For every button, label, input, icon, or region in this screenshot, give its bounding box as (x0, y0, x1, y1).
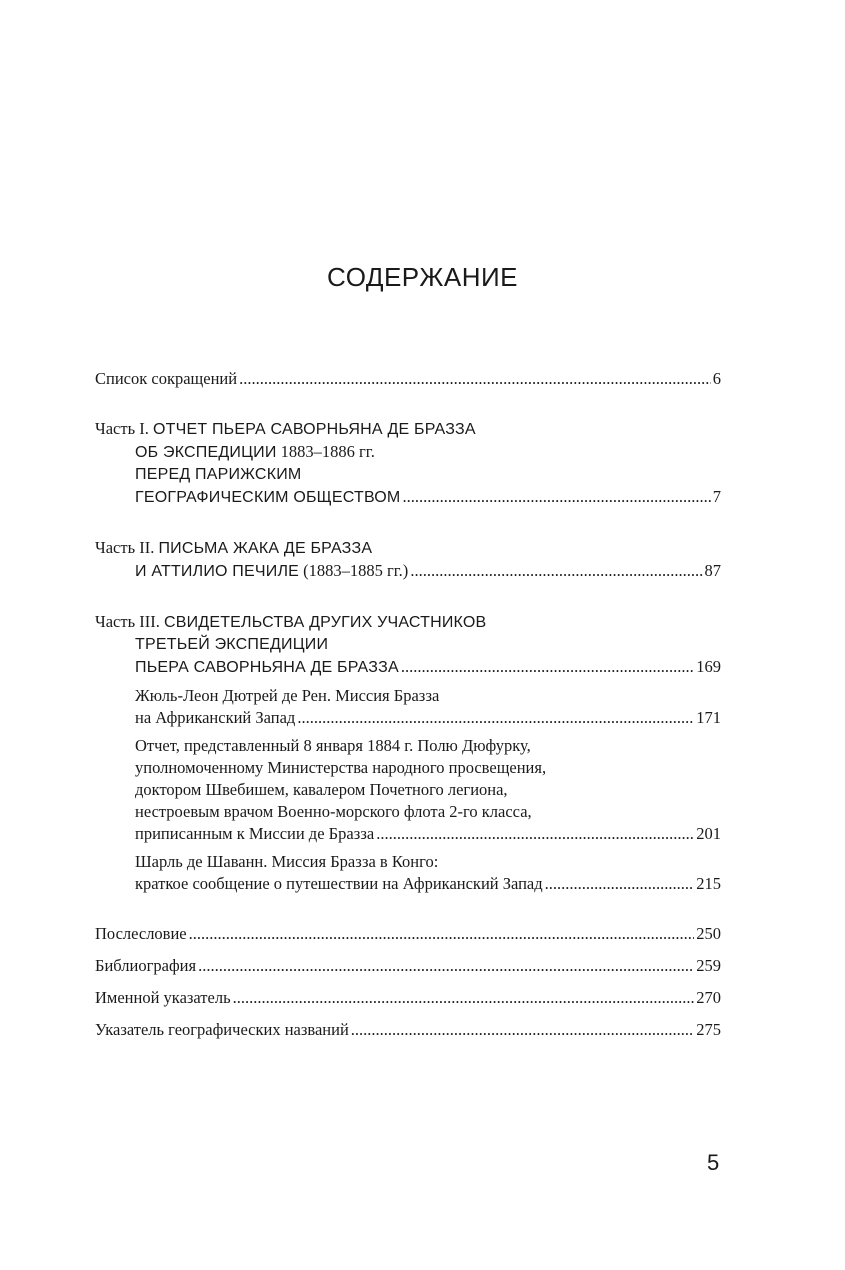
toc-sub-entry-text: нестроевым врачом Военно-морского флота 2-го класса, (135, 802, 532, 821)
toc-sub-entry-last-line (135, 707, 721, 729)
toc-page-number: 270 (696, 988, 721, 1007)
toc-part-2[interactable] (95, 537, 721, 583)
toc-sub-entry-line (135, 757, 721, 779)
toc-page-number: 250 (696, 924, 721, 943)
part-title-line: ПЕРЕД ПАРИЖСКИМ (135, 466, 302, 483)
toc-page-number: 275 (696, 1020, 721, 1039)
toc-page-number: 259 (696, 956, 721, 975)
toc-part-title-last-line (95, 486, 721, 509)
dot-leader (376, 823, 694, 845)
dot-leader (410, 560, 702, 582)
dot-leader (233, 987, 695, 1009)
toc-sub-entry-line (135, 779, 721, 801)
toc-sub-entry-text: Шарль де Шаванн. Миссия Бразза в Конго: (135, 852, 439, 871)
toc-part-title-line (95, 634, 721, 656)
toc-entry-label: Послесловие (95, 924, 187, 943)
toc-sub-entry-text: Жюль-Леон Дютрей де Рен. Миссия Бразза (135, 686, 440, 705)
toc-entry-label: Указатель географических названий (95, 1020, 349, 1039)
part-title-line: И АТТИЛИО ПЕЧИЛЕ (135, 563, 300, 580)
part-title-line: ТРЕТЬЕЙ ЭКСПЕДИЦИИ (135, 636, 329, 653)
part-title-line: ПИСЬМА ЖАКА ДЕ БРАЗЗА (158, 540, 373, 557)
toc-entry-label: Библиография (95, 956, 197, 975)
dot-leader (545, 873, 695, 895)
dot-leader (297, 707, 694, 729)
dot-leader (402, 486, 710, 508)
dot-leader (239, 368, 711, 390)
part-title-line: ГЕОГРАФИЧЕСКИМ ОБЩЕСТВОМ (135, 489, 401, 506)
toc-sub-entry-last-line (135, 873, 721, 895)
toc-page-number: 171 (696, 708, 721, 727)
page-number-folio: 5 (707, 1150, 720, 1175)
toc-sub-entry-line (135, 801, 721, 823)
toc-sub-entry[interactable] (95, 735, 721, 845)
toc-sub-entry-text: доктором Швебишем, кавалером Почетного легиона, (135, 780, 508, 799)
toc-sub-entry-text: на Африканский Запад (135, 708, 296, 727)
part-years: 1883–1886 гг. (280, 442, 375, 461)
page-title: СОДЕРЖАНИЕ (326, 262, 518, 292)
toc-part-title-last-line (95, 560, 721, 583)
toc-part-heading (95, 611, 721, 634)
toc-sub-entry-line (135, 685, 721, 707)
toc-entry-name-index[interactable] (95, 987, 721, 1009)
toc-part-title-last-line (95, 656, 721, 679)
dot-leader (189, 923, 695, 945)
toc-part-heading (95, 537, 721, 560)
toc-part-title-line (95, 464, 721, 486)
part-prefix: Часть III. (95, 612, 160, 631)
toc-entry-afterword[interactable] (95, 923, 721, 945)
toc-entry-label: Именной указатель (95, 988, 231, 1007)
dot-leader (401, 656, 694, 678)
toc-part-title-line (95, 441, 721, 464)
toc-page-number: 87 (704, 561, 721, 580)
part-title-line: СВИДЕТЕЛЬСТВА ДРУГИХ УЧАСТНИКОВ (163, 614, 487, 631)
part-prefix: Часть II. (95, 538, 155, 557)
toc-part-3[interactable] (95, 611, 721, 895)
toc-page-number: 201 (696, 824, 721, 843)
toc-entry-geo-index[interactable] (95, 1019, 721, 1041)
part-title-line: ОБ ЭКСПЕДИЦИИ (135, 444, 277, 461)
toc-sub-entry-last-line (135, 823, 721, 845)
part-years: (1883–1885 гг.) (303, 561, 409, 580)
part-title-line: ОТЧЕТ ПЬЕРА САВОРНЬЯНА ДЕ БРАЗЗА (152, 421, 476, 438)
dot-leader (351, 1019, 694, 1041)
toc-sub-entry-text: уполномоченному Министерства народного просвещения, (135, 758, 547, 777)
toc-sub-entry-text: краткое сообщение о путешествии на Африканский Запад (135, 874, 543, 893)
toc-sub-entry-line (135, 851, 721, 873)
part-prefix: Часть I. (95, 419, 149, 438)
toc-page-number: 215 (696, 874, 721, 893)
toc-sub-entry-line (135, 735, 721, 757)
toc-entry-bibliography[interactable] (95, 955, 721, 977)
toc-sub-entry[interactable] (95, 851, 721, 895)
toc-page-number: 6 (712, 369, 721, 388)
toc-sub-entry[interactable] (95, 685, 721, 729)
toc-page-number: 169 (696, 657, 721, 676)
dot-leader (198, 955, 694, 977)
toc-part-heading (95, 418, 721, 441)
toc-entry-label: Список сокращений (95, 369, 238, 388)
toc-sub-entry-text: Отчет, представленный 8 января 1884 г. Полю Дюфурку, (135, 736, 531, 755)
table-of-contents (95, 368, 721, 1041)
toc-sub-entry-text: приписанным к Миссии де Бразза (135, 824, 375, 843)
part-title-line: ПЬЕРА САВОРНЬЯНА ДЕ БРАЗЗА (135, 659, 399, 676)
toc-part-1[interactable] (95, 418, 721, 509)
toc-page-number: 7 (712, 487, 721, 506)
toc-entry-abbreviations[interactable] (95, 368, 721, 390)
